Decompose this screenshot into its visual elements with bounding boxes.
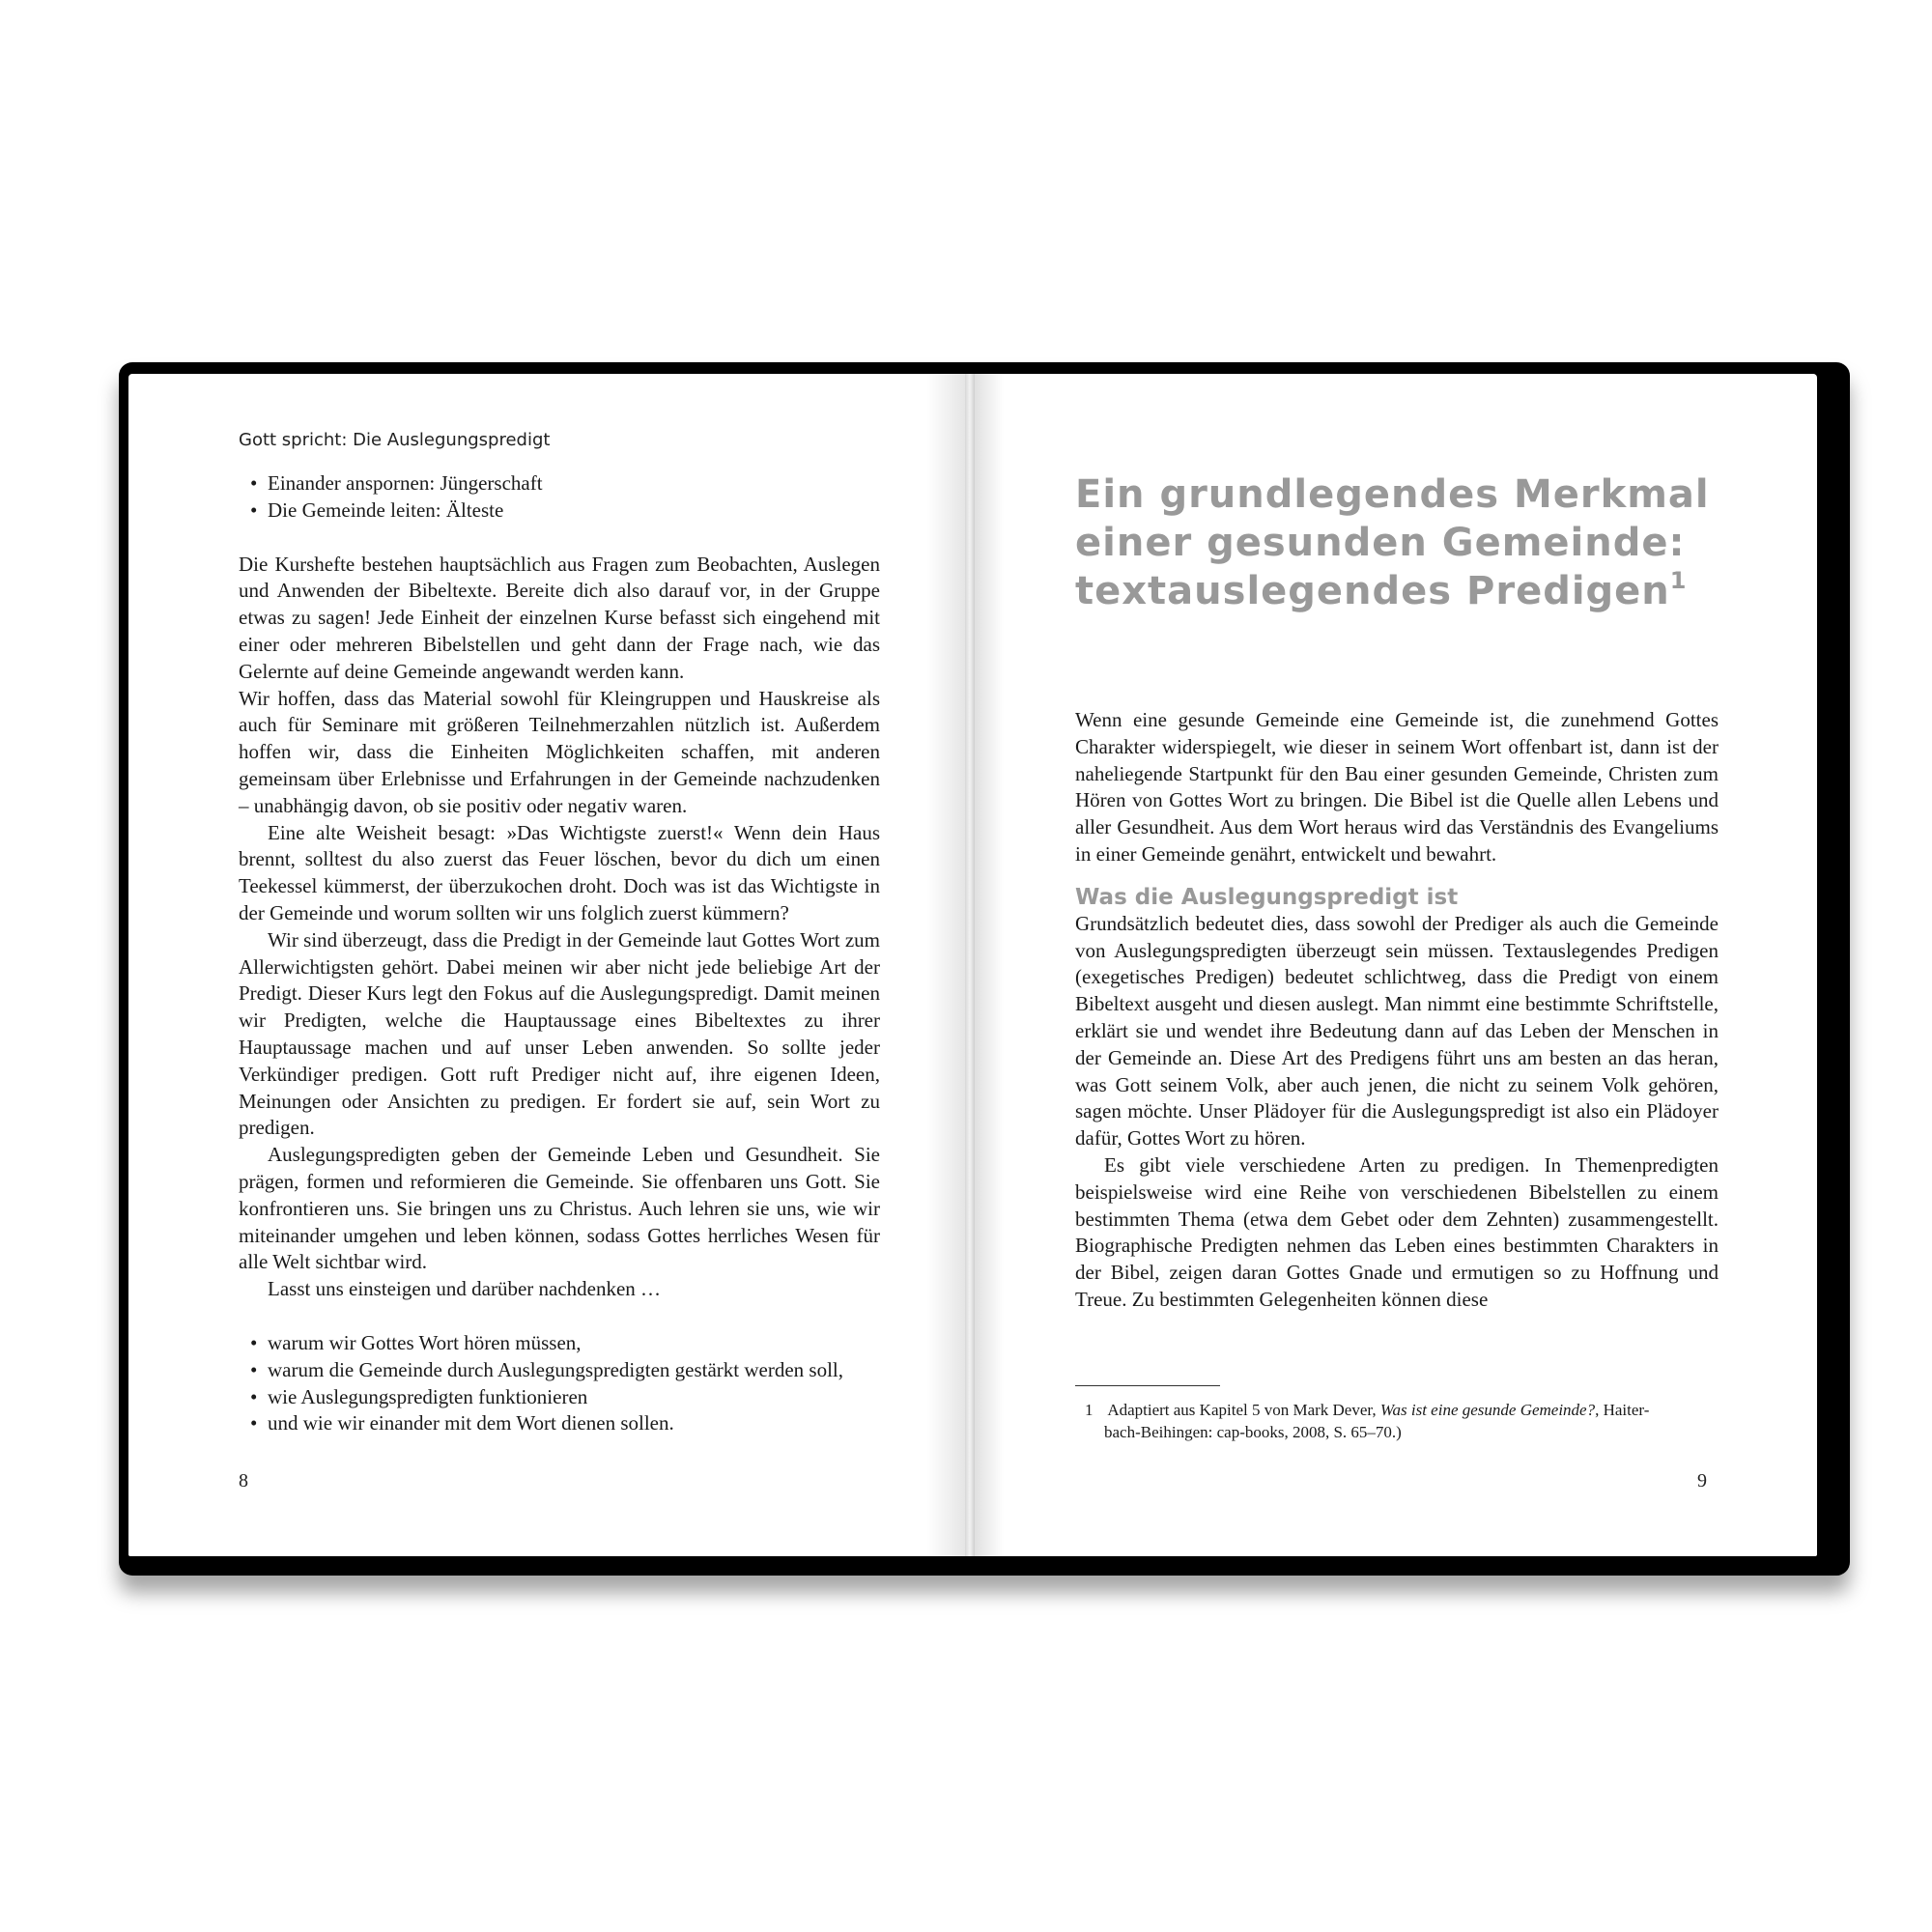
footnote-book-title: Was ist eine gesunde Gemeinde? (1379, 1401, 1596, 1419)
bullet-list-bottom (239, 1330, 880, 1437)
gutter-shadow (975, 374, 1004, 1556)
right-page (975, 374, 1817, 1556)
chapter-title (1075, 470, 1751, 615)
footnote-text: , Haiter- (1595, 1401, 1650, 1419)
spine (965, 374, 975, 1556)
title-line: Ein grundlegendes Merkmal (1075, 472, 1710, 517)
paragraph: Wir hoffen, dass das Material sowohl für Kleingruppen und Hauskreise als auch für Seminare mit größeren Teilnehmerzahlen nützlich ist. Außerdem hoffen wir, dass die Einheiten Möglichkeiten schaffen, mit anderen gemeinsam über Erlebnisse und Erfahrungen in der Gemeinde nachzudenken – unabhängig davon, ob sie positiv oder negativ waren. (239, 686, 880, 817)
paragraph: Eine alte Weisheit besagt: »Das Wichtigste zuerst!« Wenn dein Haus brennt, solltest du also zuerst das Feuer löschen, bevor du dich um einen Teekessel kümmerst, der überzukochen droht. Doch was ist das Wichtigste in der Gemeinde und worum sollten wir uns folglich zuerst kümmern? (239, 820, 880, 924)
section-heading: Was die Auslegungspredigt ist (1075, 884, 1459, 910)
footnote-mark: 1 (1669, 567, 1688, 594)
list-item: • Einander anspornen: Jüngerschaft (239, 470, 880, 497)
paragraph: Grundsätzlich bedeutet dies, dass sowohl der Prediger als auch die Gemeinde von Auslegungspredigten überzeugt sein müssen. Textauslegendes Predigen (exegetisches Predigen) bedeutet schlichtweg, dass die Predigt von einem Bibeltext ausgeht und diesen auslegt. Man nimmt eine bestimmte Schriftstelle, erklärt sie und wendet ihre Bedeutung dann auf das Leben der Menschen in der Gemeinde an. Diese Art des Predigens führt uns am besten an das heran, was Gott seinem Volk, aber auch jenen, die nicht zu seinem Volk gehören, sagen möchte. Unser Plädoyer für die Auslegungspredigt ist also ein Plädoyer dafür, Gottes Wort zu hören. (1075, 911, 1719, 1151)
paragraph: Die Kurshefte bestehen hauptsächlich aus Fragen zum Beobachten, Auslegen und Anwenden der Bibeltexte. Bereite dich also darauf vor, in der Gruppe etwas zu sagen! Jede Einheit der einzelnen Kurse befasst sich eingehend mit einer oder mehreren Bibelstellen und geht dann der Frage nach, wie das Gelernte auf deine Gemeinde angewandt werden kann. (239, 552, 880, 683)
bullet-list-top (239, 470, 880, 525)
list-item: • und wie wir einander mit dem Wort dienen sollen. (239, 1410, 880, 1437)
paragraph: Wenn eine gesunde Gemeinde eine Gemeinde ist, die zunehmend Gottes Charakter widerspiegelt, wie dieser in seinem Wort offenbart ist, dann ist der naheliegende Startpunkt für den Bau einer gesunden Gemeinde, Christen zum Hören von Gottes Wort zu bringen. Die Bibel ist die Quelle allen Lebens und aller Gesundheit. Aus dem Wort heraus wird das Verständnis des Evangeliums in einer Gemeinde genährt, entwickelt und bewahrt. (1075, 708, 1719, 866)
left-page (128, 374, 965, 1556)
list-item: • warum die Gemeinde durch Auslegungspredigten gestärkt werden soll, (239, 1357, 880, 1384)
title-line: einer gesunden Gemeinde: (1075, 521, 1686, 565)
footnote-number: 1 (1085, 1401, 1094, 1419)
left-body (239, 470, 880, 1437)
page-number-right: 9 (1697, 1470, 1707, 1492)
footnote (1075, 1399, 1719, 1443)
footnote-text: bach-Beihingen: cap-books, 2008, S. 65–70.) (1104, 1423, 1402, 1441)
list-item: • wie Auslegungspredigten funktionieren (239, 1384, 880, 1411)
paragraph: Auslegungspredigten geben der Gemeinde Leben und Gesundheit. Sie prägen, formen und reformieren die Gemeinde. Sie offenbaren uns Gott. Sie konfrontieren uns. Sie bringen uns zu Christus. Auch lehren sie uns, wie wir miteinander umgehen und leben können, sodass Gottes herrliches Wesen für alle Welt sichtbar wird. (239, 1143, 880, 1274)
running-head: Gott spricht: Die Auslegungspredigt (239, 430, 551, 450)
gutter-shadow (926, 374, 965, 1556)
footnote-text: Adaptiert aus Kapitel 5 von Mark Dever, (1107, 1401, 1380, 1419)
right-body (1075, 707, 1719, 1314)
page-number-left: 8 (239, 1470, 248, 1492)
paragraph: Wir sind überzeugt, dass die Predigt in der Gemeinde laut Gottes Wort zum Allerwichtigsten gehört. Dabei meinen wir aber nicht jede beliebige Art der Predigt. Dieser Kurs legt den Fokus auf die Auslegungspredigt. Damit meinen wir Predigten, welche die Hauptaussage eines Bibeltextes zu ihrer Hauptaussage machen und auf unser Leben anwenden. So sollte jeder Verkündiger predigen. Gott ruft Prediger nicht auf, ihre eigenen Ideen, Meinungen oder Ansichten zu predigen. Er fordert sie auf, sein Wort zu predigen. (239, 927, 880, 1140)
paragraph: Lasst uns einsteigen und darüber nachdenken … (268, 1277, 662, 1301)
list-item: • Die Gemeinde leiten: Älteste (239, 497, 880, 525)
paragraph: Es gibt viele verschiedene Arten zu predigen. In Themenpredigten beispielsweise wird eine Reihe von verschiedenen Bibelstellen zu einem bestimmten Thema (etwa dem Gebet oder dem Zehnten) zusammengestellt. Biographische Predigten nehmen das Leben eines bestimmten Charakters in der Bibel, zeigen daran Gottes Gnade und ermutigen so zu Hoffnung und Treue. Zu bestimmten Gelegenheiten können diese (1075, 1152, 1719, 1311)
title-line: textauslegendes Predigen (1075, 569, 1670, 613)
list-item: • warum wir Gottes Wort hören müssen, (239, 1330, 880, 1357)
footnote-rule (1075, 1385, 1220, 1386)
book-spread (119, 362, 1850, 1576)
